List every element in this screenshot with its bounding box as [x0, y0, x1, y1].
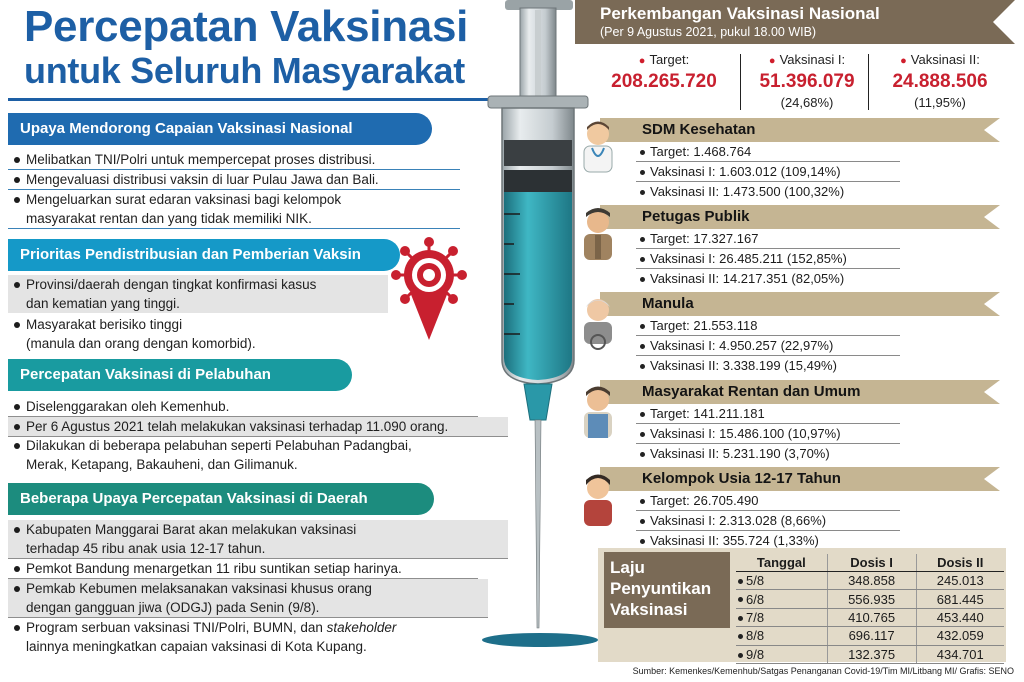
- category-v1: Vaksinasi I: 1.603.012 (109,14%): [636, 163, 900, 182]
- list-item: Mengevaluasi distribusi vaksin di luar Pulau Jawa dan Bali.: [8, 170, 460, 190]
- national-subtitle: (Per 9 Agustus 2021, pukul 18.00 WIB): [600, 25, 817, 39]
- category-target: Target: 17.327.167: [636, 230, 900, 249]
- doctor-avatar-icon: [578, 118, 616, 174]
- category-target: Target: 1.468.764: [636, 143, 900, 162]
- source-credit: Sumber: Kemenkes/Kemenhub/Satgas Penanganan Covid-19/Tim MI/Litbang MI/ Grafis: SENO: [632, 666, 1014, 676]
- table-row: 9/8 132.375 434.701: [736, 645, 1004, 663]
- section-header-pelabuhan: Percepatan Vaksinasi di Pelabuhan: [8, 359, 352, 391]
- elderly-avatar-icon: [578, 294, 616, 350]
- list-item: Pemkot Bandung menargetkan 11 ribu suntikan setiap harinya.: [8, 559, 478, 579]
- laju-title: Laju Penyuntikan Vaksinasi: [604, 552, 730, 628]
- divider: [868, 54, 869, 110]
- list-item: Masyarakat berisiko tinggi (manula dan orang dengan komorbid).: [8, 315, 388, 353]
- national-target: ● Target: 208.265.720: [604, 52, 724, 93]
- list-item: Kabupaten Manggarai Barat akan melakukan vaksinasi terhadap 45 ribu anak usia 12-17 tahun.: [8, 520, 508, 559]
- category-title-masyarakat-rentan: Masyarakat Rentan dan Umum: [642, 383, 861, 400]
- national-v1-value: 51.396.079: [759, 71, 855, 92]
- syringe-illustration: [440, 0, 600, 682]
- page-title-line2: untuk Seluruh Masyarakat: [24, 50, 465, 91]
- list-item: Per 6 Agustus 2021 telah melakukan vaksinasi terhadap 11.090 orang.: [8, 417, 508, 437]
- list-item: Pemkab Kebumen melaksanakan vaksinasi khusus orang dengan gangguan jiwa (ODGJ) pada Senin (9/8).: [8, 579, 488, 618]
- national-v1: ● Vaksinasi I: 51.396.079 (24,68%): [748, 52, 866, 110]
- national-v2-value: 24.888.506: [892, 71, 988, 92]
- category-v2: Vaksinasi II: 5.231.190 (3,70%): [636, 445, 900, 464]
- divider: [740, 54, 741, 110]
- category-target: Target: 21.553.118: [636, 317, 900, 336]
- list-item: Program serbuan vaksinasi TNI/Polri, BUMN, dan stakeholder lainnya meningkatkan capaian vaksinasi di Kota Kupang.: [8, 618, 478, 656]
- title-divider: [8, 98, 496, 101]
- category-v2: Vaksinasi II: 3.338.199 (15,49%): [636, 357, 900, 376]
- national-v2-pct: (11,95%): [914, 95, 966, 110]
- category-target: Target: 26.705.490: [636, 492, 900, 511]
- list-item: Dilakukan di beberapa pelabuhan seperti Pelabuhan Padangbai, Merak, Ketapang, Bakauheni, dan Gilimanuk.: [8, 436, 478, 474]
- list-item: Mengeluarkan surat edaran vaksinasi bagi kelompok masyarakat rentan dan yang tidak memiliki NIK.: [8, 190, 460, 229]
- category-v1: Vaksinasi I: 26.485.211 (152,85%): [636, 250, 900, 269]
- category-v1: Vaksinasi I: 4.950.257 (22,97%): [636, 337, 900, 356]
- table-row: 7/8 410.765 453.440: [736, 608, 1004, 626]
- category-v2: Vaksinasi II: 14.217.351 (82,05%): [636, 270, 900, 289]
- column-header-dosis-2: Dosis II: [916, 554, 1004, 572]
- column-header-dosis-1: Dosis I: [827, 554, 916, 572]
- national-target-value: 208.265.720: [611, 71, 717, 92]
- citizen-avatar-icon: [578, 384, 616, 440]
- list-item: Diselenggarakan oleh Kemenhub.: [8, 397, 478, 417]
- category-title-sdm-kesehatan: SDM Kesehatan: [642, 121, 756, 138]
- officer-avatar-icon: [578, 205, 616, 261]
- section-header-daerah: Beberapa Upaya Percepatan Vaksinasi di Daerah: [8, 483, 434, 515]
- teen-avatar-icon: [578, 472, 616, 528]
- section-header-prioritas: Prioritas Pendistribusian dan Pemberian Vaksin: [8, 239, 400, 271]
- table-row: 6/8 556.935 681.445: [736, 590, 1004, 608]
- table-row: 5/8 348.858 245.013: [736, 572, 1004, 590]
- category-target: Target: 141.211.181: [636, 405, 900, 424]
- category-title-petugas-publik: Petugas Publik: [642, 208, 750, 225]
- category-v1: Vaksinasi I: 15.486.100 (10,97%): [636, 425, 900, 444]
- category-v2: Vaksinasi II: 355.724 (1,33%): [636, 532, 900, 551]
- category-title-manula: Manula: [642, 295, 694, 312]
- category-v1: Vaksinasi I: 2.313.028 (8,66%): [636, 512, 900, 531]
- list-item: Provinsi/daerah dengan tingkat konfirmasi kasus dan kematian yang tinggi.: [8, 275, 388, 313]
- list-item: Melibatkan TNI/Polri untuk mempercepat proses distribusi.: [8, 150, 460, 170]
- section-header-upaya-nasional: Upaya Mendorong Capaian Vaksinasi Nasional: [8, 113, 432, 145]
- table-row: 8/8 696.117 432.059: [736, 627, 1004, 645]
- category-v2: Vaksinasi II: 1.473.500 (100,32%): [636, 183, 900, 202]
- category-title-usia-12-17: Kelompok Usia 12-17 Tahun: [642, 470, 841, 487]
- national-title: Perkembangan Vaksinasi Nasional: [600, 4, 880, 23]
- column-header-tanggal: Tanggal: [736, 554, 827, 572]
- national-v2: ● Vaksinasi II: 24.888.506 (11,95%): [876, 52, 1004, 110]
- laju-table: [736, 554, 1004, 664]
- page-title-line1: Percepatan Vaksinasi: [24, 2, 469, 51]
- national-v1-pct: (24,68%): [780, 95, 834, 110]
